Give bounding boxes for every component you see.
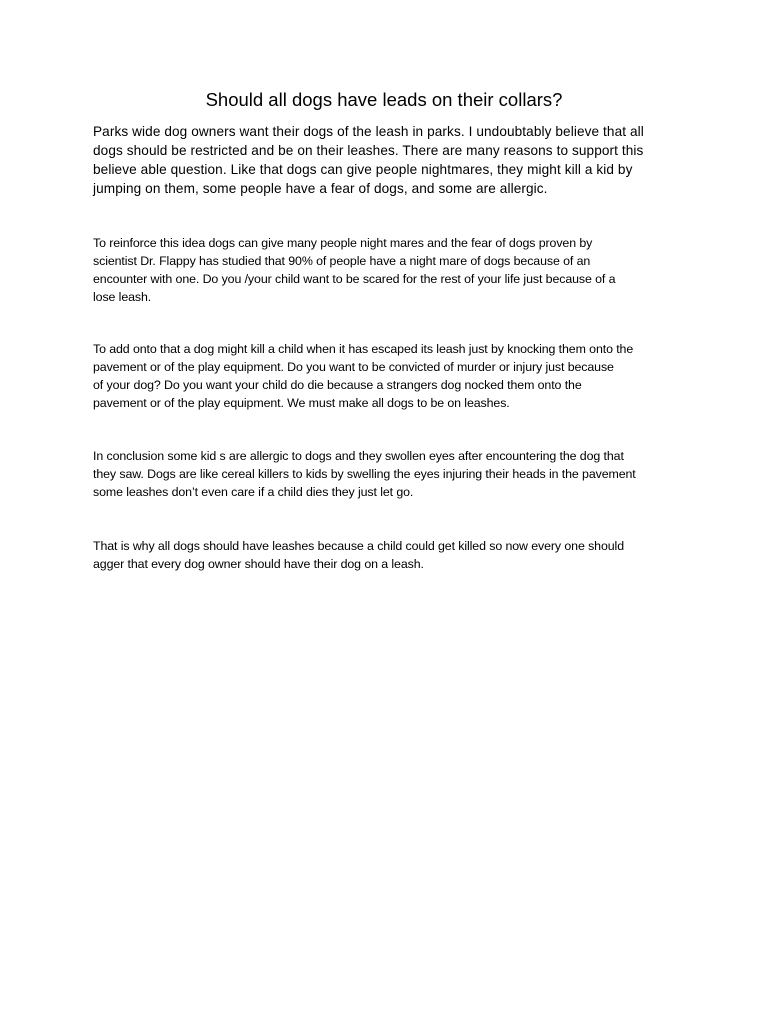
paragraph-danger [93, 340, 693, 412]
text-line: agger that every dog owner should have their dog on a leash. [93, 557, 424, 571]
text-line: scientist Dr. Flappy has studied that 90% of people have a night mare of dogs because of an [93, 254, 591, 268]
text-line: To add onto that a dog might kill a child when it has escaped its leash just by knocking them onto the [93, 342, 634, 356]
text-line: lose leash. [93, 290, 152, 304]
paragraph-nightmares [93, 234, 693, 306]
text-line: Parks wide dog owners want their dogs of the leash in parks. I undoubtably believe that all [93, 124, 644, 139]
text-line: dogs should be restricted and be on their leashes. There are many reasons to support this [93, 143, 644, 158]
paragraph-intro [93, 122, 693, 198]
text-line: pavement or of the play equipment. We must make all dogs to be on leashes. [93, 396, 510, 410]
text-line: jumping on them, some people have a fear of dogs, and some are allergic. [93, 181, 548, 196]
text-line: some leashes don’t even care if a child dies they just let go. [93, 485, 414, 499]
text-line: In conclusion some kid s are allergic to dogs and they swollen eyes after encountering the dog that [93, 449, 624, 463]
text-line: they saw. Dogs are like cereal killers to kids by swelling the eyes injuring their heads in the pavement [93, 467, 636, 481]
text-line: To reinforce this idea dogs can give many people night mares and the fear of dogs proven by [93, 236, 593, 250]
paragraph-final [93, 537, 693, 573]
text-line: That is why all dogs should have leashes because a child could get killed so now every one should [93, 539, 624, 553]
text-line: encounter with one. Do you /your child want to be scared for the rest of your life just because of a [93, 272, 616, 286]
text-line: of your dog? Do you want your child do die because a strangers dog nocked them onto the [93, 378, 582, 392]
text-line: believe able question. Like that dogs can give people nightmares, they might kill a kid by [93, 162, 633, 177]
text-line: pavement or of the play equipment. Do you want to be convicted of murder or injury just because [93, 360, 614, 374]
paragraph-conclusion [93, 447, 693, 501]
document-title: Should all dogs have leads on their collars? [205, 89, 563, 110]
